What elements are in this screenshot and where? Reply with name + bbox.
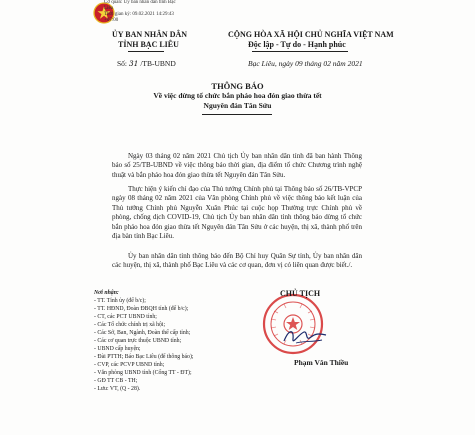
national-title: CỘNG HÒA XÃ HỘI CHỦ NGHĨA VIỆT NAM [228,30,394,39]
recipient-item: - TT. HĐND, Đoàn ĐBQH tỉnh (để b/c); [94,306,189,312]
recipient-item: - CT, các PCT UBND tỉnh; [94,314,157,320]
digital-signature-line: Cơ quan: Ủy ban nhân dân tỉnh Bạc [104,0,176,5]
org-name-line2: TỈNH BẠC LIÊU [118,40,179,49]
digital-signature-line: Thời gian ký: 09.02.2021 14:29:43 [104,12,174,17]
doc-no-prefix: Số: [117,59,129,68]
body-paragraph-1: Ngày 03 tháng 02 năm 2021 Chủ tịch Ủy ban nhân dân tỉnh đã ban hành Thông báo số 25/TB-UBND về việc thông báo thời gian, địa điểm tổ chức Chương trình nghệ thuật và bắn pháo hoa đón giao thừa tết Nguyên đán Tân Sửu. [112,152,362,179]
national-motto: Độc lập - Tự do - Hạnh phúc [248,40,346,49]
place-and-date: Bạc Liêu, ngày 09 tháng 02 năm 2021 [248,59,363,68]
recipient-item: - Văn phòng UBND tỉnh (Cổng TT - ĐT); [94,370,192,376]
recipients-heading: Nơi nhận: [94,290,119,296]
body-paragraph-2: Thực hiện ý kiến chỉ đạo của Thủ tướng Chính phủ tại Thông báo số 26/TB-VPCP ngày 08 tháng 02 năm 2021 của Văn phòng Chính phủ về việc thông báo kết luận của Thủ tướng Chính phủ Nguyễn Xuân Phúc tại cuộc họp Thường trực Chính phủ về phòng, chống dịch COVID-19, Chủ tịch Ủy ban nhân dân tỉnh thông báo dừng tổ chức bắn pháo hoa đón giao thừa tết Nguyên đán Tân Sửu ở các huyện, thị xã, thành phố trên địa bàn tỉnh Bạc Liêu. [112,185,362,241]
signer-title: CHỦ TỊCH [280,289,321,298]
recipient-item: - TT. Tỉnh ủy (để b/c); [94,298,146,304]
recipients-list [94,289,194,393]
recipient-item: - CVP, các PCVP UBND tỉnh; [94,362,165,368]
body-paragraph-3: Ủy ban nhân dân tỉnh thông báo đến Bộ Chỉ huy Quân Sự tỉnh, Ủy ban nhân dân các huyện, thị xã, thành phố Bạc Liêu và các cơ quan, đơn vị có liên quan được biết./. [112,252,362,270]
org-underline [128,51,164,52]
recipient-item: - Đài PTTH; Báo Bạc Liêu (để thông báo); [94,354,194,360]
digital-signature-line: +07:00 [104,18,119,23]
handwritten-signature-icon [280,325,330,347]
doc-no-suffix: /TB-UBND [138,59,176,68]
subtitle-underline [202,114,272,115]
signer-name: Phạm Văn Thiều [294,358,349,367]
doc-no-handwritten: 31 [128,59,139,68]
recipient-item: - Các Sở, Ban, Ngành, Đoàn thể cấp tỉnh; [94,330,191,336]
recipient-item: - GĐ TT CB - TH; [94,378,138,384]
org-name-line1: ỦY BAN NHÂN DÂN [112,30,188,39]
notice-title: THÔNG BÁO [211,81,264,91]
digital-signature-line: Liêu [104,6,114,11]
notice-subtitle: Về việc dừng tổ chức bắn pháo hoa đón giao thừa tết Nguyên đán Tân Sửu [153,91,322,110]
recipient-item: - Các Tổ chức chính trị xã hội; [94,322,166,328]
motto-underline [252,51,348,52]
recipient-item: - Các cơ quan trực thuộc UBND tỉnh; [94,338,182,344]
recipient-item: - Lưu: VT, (Q - 28). [94,386,141,392]
recipient-item: - UBND cấp huyện; [94,346,141,352]
digital-signature-info [104,0,176,24]
document-number [117,59,176,68]
